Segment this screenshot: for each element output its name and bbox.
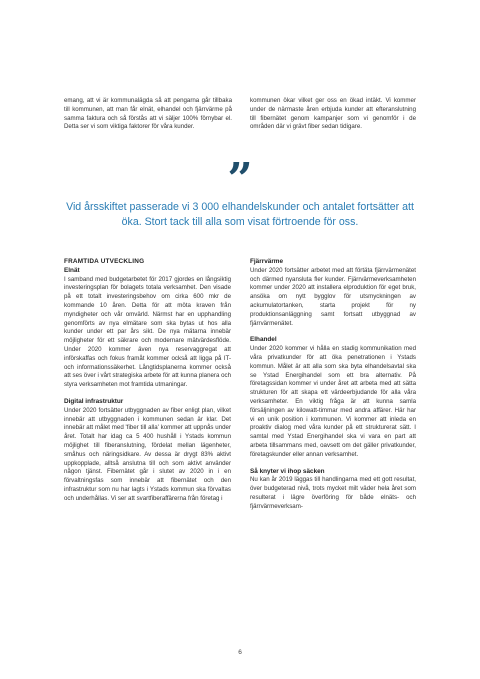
right-column: [250, 258, 416, 512]
knyter-paragraph: Nu kan år 2019 läggas till handlingarna med ett gott resultat, över budgeterad nivå, trots mycket milt väder hela året som resulterat i lägre överföring för både elnäts- och fjärrvärmeverksam-: [250, 476, 416, 510]
section-title: FRAMTIDA UTVECKLING: [64, 258, 145, 265]
page-number: 6: [238, 649, 242, 656]
elhandel-paragraph: Under 2020 kommer vi hålla en stadig kommunikation med våra privatkunder för att öka penetrationen i Ystads kommun. Målet är att alla som ska byta elhandelsavtal ska se Ystad Energihandel som ett bra alternativ. På företagssidan kommer vi under året att arbeta med att sätta strukturen för att skapa ett värdeerbjudande för alla våra verksamheter. En viktig fråga är att kunna samla försäljningen av kilowatt-timmar med andra affärer. Här har vi en unik position i kommunen. Vi kommer att inleda en proaktiv dialog med våra kunder på ett strukturerat sätt. I samtal med Ystad Energihandel ska vi vara en part att arbeta tillsammans med, oavsett om det gäller privatkunder, företagskunder eller annan verksamhet.: [250, 345, 416, 458]
top-right-paragraph: kommunen ökar vilket ger oss en ökad intäkt. Vi kommer under de närmaste åren erbjuda kunder att efteranslutning till fibernätet genom kampanjer som vi genomför i de områden där vi grävt fiber sedan tidigare.: [250, 97, 416, 131]
digital-infrastructure-heading: Digital infrastruktur: [64, 397, 124, 405]
left-column: [64, 258, 231, 504]
elnat-paragraph: I samband med budgetarbetet för 2017 gjordes en långsiktig investeringsplan för bolagets totala verksamhet. Den visade på ett totalt investeringsbehov om cirka 600 mkr de kommande 10 åren. Detta för att möta kraven från myndigheter och vår omvärld. Närmst har en upphandling genomförts av nya elmätare som ska bytas ut hos alla kunder under ett par års sikt. De nya mätarna innebär möjligheter för ett säkrare och modernare mätvärdesflöde. Under 2020 kommer även nya reservaggregat att införskaffas och fokus framåt kommer också att ligga på IT- och informationssäkerhet. Långtidsplanerna kommer också att ses över i vårt strategiska arbete för att kunna planera och styra verksamheten mot framtida utmaningar.: [64, 275, 231, 389]
digital-infrastructure-paragraph: Under 2020 fortsätter utbyggnaden av fiber enligt plan, vilket innebär att utbyggnaden i kommunen sedan är klar. Det innebär att målet med 'fiber till alla' kommer att uppnås under året. Totalt har idag ca 5 400 hushåll i Ystads kommun möjlighet till fiberanslutning, fördelat mellan lägenheter, småhus och näringsidkare. Av dessa är drygt 83% aktivt uppkopplade, alltså anslutna till och som aktivt använder någon tjänst. Fibernätet går i slutet av 2020 in i en förvaltningsfas som innebär att fibernätet och den infrastruktur som nu har lagts i Ystads kommun ska förvaltas och underhållas. Vi ser att svartfiberaffärerna från företag i: [64, 406, 231, 502]
elnat-heading: Elnät: [64, 266, 80, 274]
elhandel-heading: Elhandel: [250, 336, 277, 344]
top-left-paragraph: emang, att vi är kommunalägda så att pengarna går tillbaka till kommunen, att man får elnät, elhandel och fjärrvärme på samma faktura och så förstås att vi säljer 100% förnybar el. Detta ser vi som viktiga faktorer för våra kunder.: [64, 97, 232, 131]
pull-quote: Vid årsskiftet passerade vi 3 000 elhandelskunder och antalet fortsätter att öka. Stort tack till alla som visat förtroende för oss.: [66, 201, 414, 228]
quote-mark-icon: ”: [227, 154, 253, 205]
top-left-column: [64, 97, 232, 132]
fjarrvarme-paragraph: Under 2020 fortsätter arbetet med att förtäta fjärrvärmenätet och därmed nyansluta fler kunder. Fjärrvärmeverksamheten kommer under 2020 att installera elproduktion för eget bruk, ansöka om nytt bygglov för utsmyckningen av ackumulatortanken, starta projekt för ny produktionsanläggning samt fortsatt utbyggnad av fjärrvärmenätet.: [250, 266, 416, 327]
fjarrvarme-heading: Fjärrvärme: [250, 258, 284, 265]
top-right-column: [250, 97, 416, 132]
knyter-heading: Så knyter vi ihop säcken: [250, 467, 325, 475]
